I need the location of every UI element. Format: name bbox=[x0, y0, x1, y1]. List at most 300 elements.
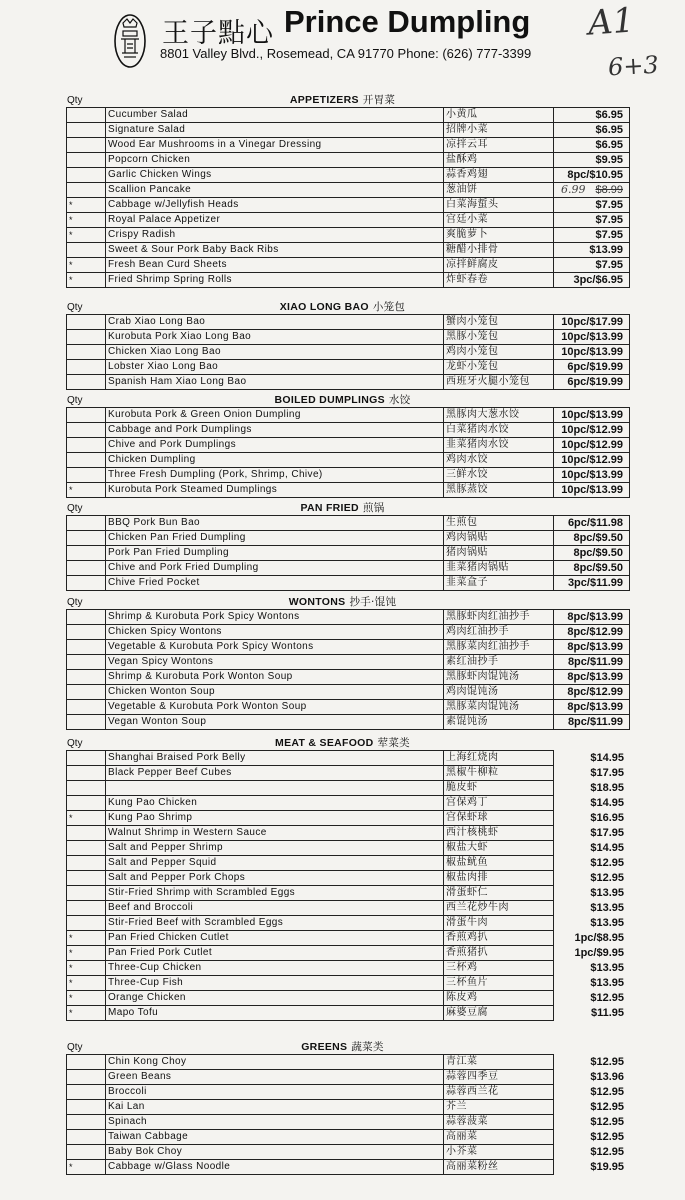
star-marker: * bbox=[69, 813, 73, 823]
item-price bbox=[554, 1006, 631, 1021]
menu-item-row bbox=[67, 766, 631, 781]
menu-item-row bbox=[67, 360, 630, 375]
item-name-en: Chicken Xiao Long Bao bbox=[106, 345, 444, 360]
item-price-value: 10pc/$17.99 bbox=[561, 316, 623, 328]
menu-item-row bbox=[67, 423, 630, 438]
item-name-en: Mapo Tofu bbox=[106, 1006, 444, 1021]
menu-section bbox=[0, 95, 685, 288]
item-name-cn: 蒜蓉西兰花 bbox=[444, 1085, 554, 1100]
menu-item-row bbox=[67, 546, 630, 561]
section-title bbox=[0, 299, 685, 314]
item-price bbox=[554, 796, 631, 811]
menu-section bbox=[0, 738, 685, 1021]
item-name-en: Stir-Fried Shrimp with Scrambled Eggs bbox=[106, 886, 444, 901]
qty-cell bbox=[67, 886, 106, 901]
item-price-value: $12.95 bbox=[590, 1131, 624, 1143]
item-name-cn: 三杯鱼片 bbox=[444, 976, 554, 991]
section-header bbox=[0, 503, 685, 515]
item-price bbox=[554, 625, 630, 640]
section-title-en: APPETIZERS bbox=[289, 94, 359, 106]
item-name-en: Baby Bok Choy bbox=[106, 1145, 444, 1160]
qty-cell bbox=[67, 610, 106, 625]
menu-item-row bbox=[67, 258, 630, 273]
qty-cell bbox=[67, 1115, 106, 1130]
item-price-value: $12.95 bbox=[590, 872, 624, 884]
section-title-cn: 煎锅 bbox=[362, 502, 385, 514]
item-name-cn: 素红油抄手 bbox=[444, 655, 554, 670]
menu-item-row bbox=[67, 153, 630, 168]
star-marker: * bbox=[69, 200, 73, 210]
item-name-en: Beef and Broccoli bbox=[106, 901, 444, 916]
item-name-cn: 蒜蓉菠菜 bbox=[444, 1115, 554, 1130]
item-price-value: $16.95 bbox=[590, 812, 624, 824]
qty-cell bbox=[67, 961, 106, 976]
item-name-en: Shrimp & Kurobuta Pork Spicy Wontons bbox=[106, 610, 444, 625]
menu-item-row bbox=[67, 516, 630, 531]
item-price-value: $14.95 bbox=[590, 797, 624, 809]
qty-cell bbox=[67, 871, 106, 886]
qty-cell bbox=[67, 531, 106, 546]
item-price bbox=[554, 183, 630, 198]
menu-item-row bbox=[67, 345, 630, 360]
item-name-en: Spinach bbox=[106, 1115, 444, 1130]
menu-item-row bbox=[67, 751, 631, 766]
item-price-value: 1pc/$9.95 bbox=[574, 947, 624, 959]
qty-label: Qty bbox=[67, 503, 83, 514]
item-price bbox=[554, 108, 630, 123]
menu-item-row bbox=[67, 228, 630, 243]
item-price bbox=[554, 228, 630, 243]
handwritten-note-2: 6+3 bbox=[607, 50, 660, 82]
item-price-value: $12.95 bbox=[590, 1086, 624, 1098]
item-price-value: 8pc/$12.99 bbox=[567, 626, 623, 638]
star-marker: * bbox=[69, 275, 73, 285]
section-title-en: WONTONS bbox=[288, 596, 346, 608]
qty-cell bbox=[67, 841, 106, 856]
menu-item-row bbox=[67, 438, 630, 453]
item-price-value: 8pc/$11.99 bbox=[567, 656, 623, 668]
item-price bbox=[554, 1100, 631, 1115]
menu-item-row bbox=[67, 273, 630, 288]
item-price-value: 10pc/$12.99 bbox=[561, 439, 623, 451]
item-price-value: $12.95 bbox=[590, 1146, 624, 1158]
item-price-value: 10pc/$13.99 bbox=[561, 346, 623, 358]
item-name-cn: 椒盐大虾 bbox=[444, 841, 554, 856]
item-name-cn: 高丽菜粉丝 bbox=[444, 1160, 554, 1175]
star-marker: * bbox=[69, 993, 73, 1003]
qty-cell bbox=[67, 916, 106, 931]
item-price bbox=[554, 360, 630, 375]
qty-cell bbox=[67, 453, 106, 468]
qty-cell bbox=[67, 108, 106, 123]
item-name-en: Cabbage and Pork Dumplings bbox=[106, 423, 444, 438]
item-price-value: 8pc/$10.95 bbox=[567, 169, 623, 181]
item-name-en: Kai Lan bbox=[106, 1100, 444, 1115]
item-price-value: $6.95 bbox=[595, 109, 623, 121]
menu-item-row bbox=[67, 330, 630, 345]
item-price bbox=[554, 916, 631, 931]
item-price bbox=[554, 483, 630, 498]
menu-item-row bbox=[67, 108, 630, 123]
qty-cell bbox=[67, 640, 106, 655]
menu-item-row bbox=[67, 916, 631, 931]
qty-cell bbox=[67, 1070, 106, 1085]
star-marker: * bbox=[69, 963, 73, 973]
item-name-en: Crispy Radish bbox=[106, 228, 444, 243]
item-price-value: 8pc/$12.99 bbox=[567, 686, 623, 698]
menu-item-row bbox=[67, 991, 631, 1006]
qty-label: Qty bbox=[67, 738, 83, 749]
item-name-en: Kurobuta Pork Steamed Dumplings bbox=[106, 483, 444, 498]
item-name-cn: 猪肉锅贴 bbox=[444, 546, 554, 561]
item-price-value: $6.95 bbox=[595, 124, 623, 136]
item-price-value: $12.95 bbox=[590, 1116, 624, 1128]
qty-cell bbox=[67, 483, 106, 498]
section-title bbox=[0, 92, 685, 107]
menu-item-row bbox=[67, 700, 630, 715]
item-price bbox=[554, 700, 630, 715]
item-name-en bbox=[106, 781, 444, 796]
item-name-cn: 宫廷小菜 bbox=[444, 213, 554, 228]
item-name-en: Shrimp & Kurobuta Pork Wonton Soup bbox=[106, 670, 444, 685]
section-title-cn: 开胃菜 bbox=[362, 94, 396, 106]
item-price bbox=[554, 153, 630, 168]
qty-cell bbox=[67, 1055, 106, 1070]
item-price-value: 10pc/$13.99 bbox=[561, 469, 623, 481]
item-name-cn: 鸡肉红油抄手 bbox=[444, 625, 554, 640]
item-price-value: $14.95 bbox=[590, 752, 624, 764]
item-name-en: Crab Xiao Long Bao bbox=[106, 315, 444, 330]
item-price bbox=[554, 168, 630, 183]
item-name-cn: 上海红烧肉 bbox=[444, 751, 554, 766]
item-price bbox=[554, 375, 630, 390]
item-name-en: BBQ Pork Bun Bao bbox=[106, 516, 444, 531]
section-title-cn: 小笼包 bbox=[372, 301, 406, 313]
qty-cell bbox=[67, 153, 106, 168]
qty-cell bbox=[67, 423, 106, 438]
item-price-value: 8pc/$9.50 bbox=[573, 562, 623, 574]
item-price-value: $13.96 bbox=[590, 1071, 624, 1083]
item-name-en: Walnut Shrimp in Western Sauce bbox=[106, 826, 444, 841]
item-price-value: $12.95 bbox=[590, 1056, 624, 1068]
menu-item-row bbox=[67, 781, 631, 796]
qty-cell bbox=[67, 576, 106, 591]
handwritten-price: 6.99 bbox=[560, 183, 586, 196]
item-name-cn: 麻婆豆腐 bbox=[444, 1006, 554, 1021]
menu-item-row bbox=[67, 375, 630, 390]
qty-cell bbox=[67, 561, 106, 576]
item-name-en: Cabbage w/Glass Noodle bbox=[106, 1160, 444, 1175]
menu-item-row bbox=[67, 901, 631, 916]
menu-item-row bbox=[67, 1115, 631, 1130]
qty-cell bbox=[67, 330, 106, 345]
menu-item-row bbox=[67, 976, 631, 991]
item-name-en: Black Pepper Beef Cubes bbox=[106, 766, 444, 781]
item-name-cn: 韭菜猪肉水饺 bbox=[444, 438, 554, 453]
item-name-en: Chicken Wonton Soup bbox=[106, 685, 444, 700]
crown-logo-icon bbox=[113, 9, 147, 69]
menu-section bbox=[0, 1042, 685, 1175]
item-price bbox=[554, 766, 631, 781]
menu-item-row bbox=[67, 213, 630, 228]
item-price bbox=[554, 670, 630, 685]
item-price-value: $7.95 bbox=[595, 199, 623, 211]
star-marker: * bbox=[69, 933, 73, 943]
qty-cell bbox=[67, 546, 106, 561]
item-name-cn: 三鲜水饺 bbox=[444, 468, 554, 483]
item-price bbox=[554, 871, 631, 886]
item-price bbox=[554, 811, 631, 826]
item-price bbox=[554, 1115, 631, 1130]
item-name-en: Pan Fried Chicken Cutlet bbox=[106, 931, 444, 946]
item-name-en: Sweet & Sour Pork Baby Back Ribs bbox=[106, 243, 444, 258]
qty-cell bbox=[67, 946, 106, 961]
item-name-cn: 宫保虾球 bbox=[444, 811, 554, 826]
qty-cell bbox=[67, 976, 106, 991]
item-name-cn: 白菜猪肉水饺 bbox=[444, 423, 554, 438]
menu-item-row bbox=[67, 1145, 631, 1160]
item-price bbox=[554, 1145, 631, 1160]
item-price-value: $9.95 bbox=[595, 154, 623, 166]
item-price bbox=[554, 273, 630, 288]
item-name-en: Shanghai Braised Pork Belly bbox=[106, 751, 444, 766]
star-marker: * bbox=[69, 1008, 73, 1018]
handwritten-note-1: A1 bbox=[586, 0, 636, 44]
menu-item-row bbox=[67, 871, 631, 886]
item-name-cn: 蒜蓉四季豆 bbox=[444, 1070, 554, 1085]
menu-item-row bbox=[67, 315, 630, 330]
item-price-value: $12.95 bbox=[590, 1101, 624, 1113]
item-name-cn: 素馄饨汤 bbox=[444, 715, 554, 730]
item-name-cn: 白菜海蜇头 bbox=[444, 198, 554, 213]
menu-table bbox=[66, 609, 630, 730]
item-price-value: $13.95 bbox=[590, 977, 624, 989]
qty-cell bbox=[67, 408, 106, 423]
item-name-cn: 黑豚小笼包 bbox=[444, 330, 554, 345]
menu-item-row bbox=[67, 841, 631, 856]
item-price bbox=[554, 516, 630, 531]
section-title bbox=[0, 594, 685, 609]
item-price bbox=[554, 640, 630, 655]
qty-cell bbox=[67, 213, 106, 228]
item-name-cn: 黑豚虾肉红油抄手 bbox=[444, 610, 554, 625]
item-name-en: Broccoli bbox=[106, 1085, 444, 1100]
menu-item-row bbox=[67, 198, 630, 213]
item-name-cn: 青江菜 bbox=[444, 1055, 554, 1070]
menu-item-row bbox=[67, 946, 631, 961]
item-name-en: Salt and Pepper Squid bbox=[106, 856, 444, 871]
item-price-value: 3pc/$6.95 bbox=[573, 274, 623, 286]
menu-item-row bbox=[67, 243, 630, 258]
menu-item-row bbox=[67, 1100, 631, 1115]
section-title bbox=[0, 735, 685, 750]
item-name-en: Three-Cup Fish bbox=[106, 976, 444, 991]
menu-item-row bbox=[67, 468, 630, 483]
item-price bbox=[554, 243, 630, 258]
item-price-value: 10pc/$13.99 bbox=[561, 331, 623, 343]
item-name-en: Chin Kong Choy bbox=[106, 1055, 444, 1070]
qty-cell bbox=[67, 1006, 106, 1021]
item-name-en: Vegetable & Kurobuta Pork Spicy Wontons bbox=[106, 640, 444, 655]
item-price-value: $19.95 bbox=[590, 1161, 624, 1173]
item-price-value: $7.95 bbox=[595, 229, 623, 241]
menu-item-row bbox=[67, 826, 631, 841]
qty-label: Qty bbox=[67, 395, 83, 406]
item-name-cn: 椒盐鱿鱼 bbox=[444, 856, 554, 871]
qty-cell bbox=[67, 1160, 106, 1175]
item-price bbox=[554, 423, 630, 438]
qty-cell bbox=[67, 826, 106, 841]
item-name-cn: 凉拌云耳 bbox=[444, 138, 554, 153]
qty-label: Qty bbox=[67, 1042, 83, 1053]
item-price bbox=[554, 315, 630, 330]
star-marker: * bbox=[69, 485, 73, 495]
item-price-value: $13.99 bbox=[589, 244, 623, 256]
qty-cell bbox=[67, 438, 106, 453]
item-price-value: 8pc/$13.99 bbox=[567, 611, 623, 623]
qty-cell bbox=[67, 138, 106, 153]
item-price-value: 8pc/$13.99 bbox=[567, 671, 623, 683]
qty-label: Qty bbox=[67, 302, 83, 313]
item-name-en: Green Beans bbox=[106, 1070, 444, 1085]
item-price bbox=[554, 901, 631, 916]
qty-cell bbox=[67, 1145, 106, 1160]
item-name-cn: 鸡肉小笼包 bbox=[444, 345, 554, 360]
qty-cell bbox=[67, 228, 106, 243]
qty-cell bbox=[67, 1130, 106, 1145]
section-title-en: PAN FRIED bbox=[300, 502, 359, 514]
item-price-value: $17.95 bbox=[590, 827, 624, 839]
item-name-en: Vegan Wonton Soup bbox=[106, 715, 444, 730]
item-price-value: $13.95 bbox=[590, 887, 624, 899]
item-price bbox=[554, 1130, 631, 1145]
item-name-en: Pork Pan Fried Dumpling bbox=[106, 546, 444, 561]
qty-cell bbox=[67, 168, 106, 183]
menu-item-row bbox=[67, 1055, 631, 1070]
menu-item-row bbox=[67, 183, 630, 198]
section-title-en: MEAT & SEAFOOD bbox=[275, 737, 374, 749]
qty-cell bbox=[67, 1085, 106, 1100]
menu-item-row bbox=[67, 811, 631, 826]
item-name-en: Chicken Dumpling bbox=[106, 453, 444, 468]
item-price bbox=[554, 841, 631, 856]
section-title-en: BOILED DUMPLINGS bbox=[274, 394, 385, 406]
qty-label: Qty bbox=[67, 95, 83, 106]
item-price bbox=[554, 576, 630, 591]
item-name-cn: 龙虾小笼包 bbox=[444, 360, 554, 375]
item-price-value: $13.95 bbox=[590, 902, 624, 914]
item-price-value: $7.95 bbox=[595, 259, 623, 271]
menu-item-row bbox=[67, 1070, 631, 1085]
menu-table bbox=[66, 407, 630, 498]
qty-cell bbox=[67, 700, 106, 715]
qty-label: Qty bbox=[67, 597, 83, 608]
qty-cell bbox=[67, 375, 106, 390]
item-price-value: $14.95 bbox=[590, 842, 624, 854]
item-name-cn: 糖醋小排骨 bbox=[444, 243, 554, 258]
menu-item-row bbox=[67, 576, 630, 591]
item-name-cn: 盐酥鸡 bbox=[444, 153, 554, 168]
item-price bbox=[554, 715, 630, 730]
qty-cell bbox=[67, 781, 106, 796]
qty-cell bbox=[67, 123, 106, 138]
item-price-value: $13.95 bbox=[590, 962, 624, 974]
crossed-out-price: $8.99 bbox=[595, 184, 623, 196]
item-price bbox=[554, 826, 631, 841]
qty-cell bbox=[67, 811, 106, 826]
item-price bbox=[554, 531, 630, 546]
item-name-cn: 黑豚菜肉红油抄手 bbox=[444, 640, 554, 655]
item-name-cn: 葱油饼 bbox=[444, 183, 554, 198]
menu-table bbox=[66, 750, 630, 1021]
item-price-value: 8pc/$9.50 bbox=[573, 547, 623, 559]
item-name-cn: 滑蛋虾仁 bbox=[444, 886, 554, 901]
item-name-cn: 黑豚蒸饺 bbox=[444, 483, 554, 498]
item-name-cn: 黑豚肉大葱水饺 bbox=[444, 408, 554, 423]
item-name-en: Lobster Xiao Long Bao bbox=[106, 360, 444, 375]
item-price bbox=[554, 931, 631, 946]
item-price bbox=[554, 961, 631, 976]
section-title-cn: 荤菜类 bbox=[377, 737, 410, 749]
item-name-en: Cucumber Salad bbox=[106, 108, 444, 123]
item-price bbox=[554, 1055, 631, 1070]
item-name-en: Kung Pao Shrimp bbox=[106, 811, 444, 826]
section-title bbox=[0, 500, 685, 515]
item-price-value: $12.95 bbox=[590, 857, 624, 869]
item-name-cn: 黑豚虾肉馄饨汤 bbox=[444, 670, 554, 685]
section-header bbox=[0, 1042, 685, 1054]
item-price bbox=[554, 468, 630, 483]
item-name-cn: 招牌小菜 bbox=[444, 123, 554, 138]
qty-cell bbox=[67, 468, 106, 483]
menu-section bbox=[0, 395, 685, 498]
item-price-value: 6pc/$19.99 bbox=[567, 376, 623, 388]
item-price-value: $17.95 bbox=[590, 767, 624, 779]
item-name-en: Vegetable & Kurobuta Pork Wonton Soup bbox=[106, 700, 444, 715]
restaurant-name-cn: 王子點心 bbox=[162, 18, 274, 49]
section-title-cn: 抄手·馄饨 bbox=[349, 596, 397, 608]
section-title-en: XIAO LONG BAO bbox=[279, 301, 369, 313]
item-price-value: 10pc/$13.99 bbox=[561, 409, 623, 421]
item-price-value: 10pc/$12.99 bbox=[561, 424, 623, 436]
item-name-en: Three-Cup Chicken bbox=[106, 961, 444, 976]
qty-cell bbox=[67, 991, 106, 1006]
item-price bbox=[554, 258, 630, 273]
item-price-value: 8pc/$11.99 bbox=[567, 716, 623, 728]
item-name-cn: 香煎鸡扒 bbox=[444, 931, 554, 946]
item-name-cn: 芥兰 bbox=[444, 1100, 554, 1115]
menu-item-row bbox=[67, 856, 631, 871]
item-name-cn: 西汁核桃虾 bbox=[444, 826, 554, 841]
item-price bbox=[554, 991, 631, 1006]
menu-table bbox=[66, 1054, 630, 1175]
qty-cell bbox=[67, 183, 106, 198]
item-price bbox=[554, 1085, 631, 1100]
qty-cell bbox=[67, 360, 106, 375]
item-name-en: Popcorn Chicken bbox=[106, 153, 444, 168]
item-name-cn: 西班牙火腿小笼包 bbox=[444, 375, 554, 390]
qty-cell bbox=[67, 751, 106, 766]
menu-item-row bbox=[67, 886, 631, 901]
item-name-cn: 三杯鸡 bbox=[444, 961, 554, 976]
item-name-cn: 脆皮虾 bbox=[444, 781, 554, 796]
item-name-en: Chive Fried Pocket bbox=[106, 576, 444, 591]
menu-item-row bbox=[67, 640, 630, 655]
qty-cell bbox=[67, 258, 106, 273]
item-name-cn: 小黄瓜 bbox=[444, 108, 554, 123]
menu-section bbox=[0, 503, 685, 591]
item-name-en: Salt and Pepper Shrimp bbox=[106, 841, 444, 856]
